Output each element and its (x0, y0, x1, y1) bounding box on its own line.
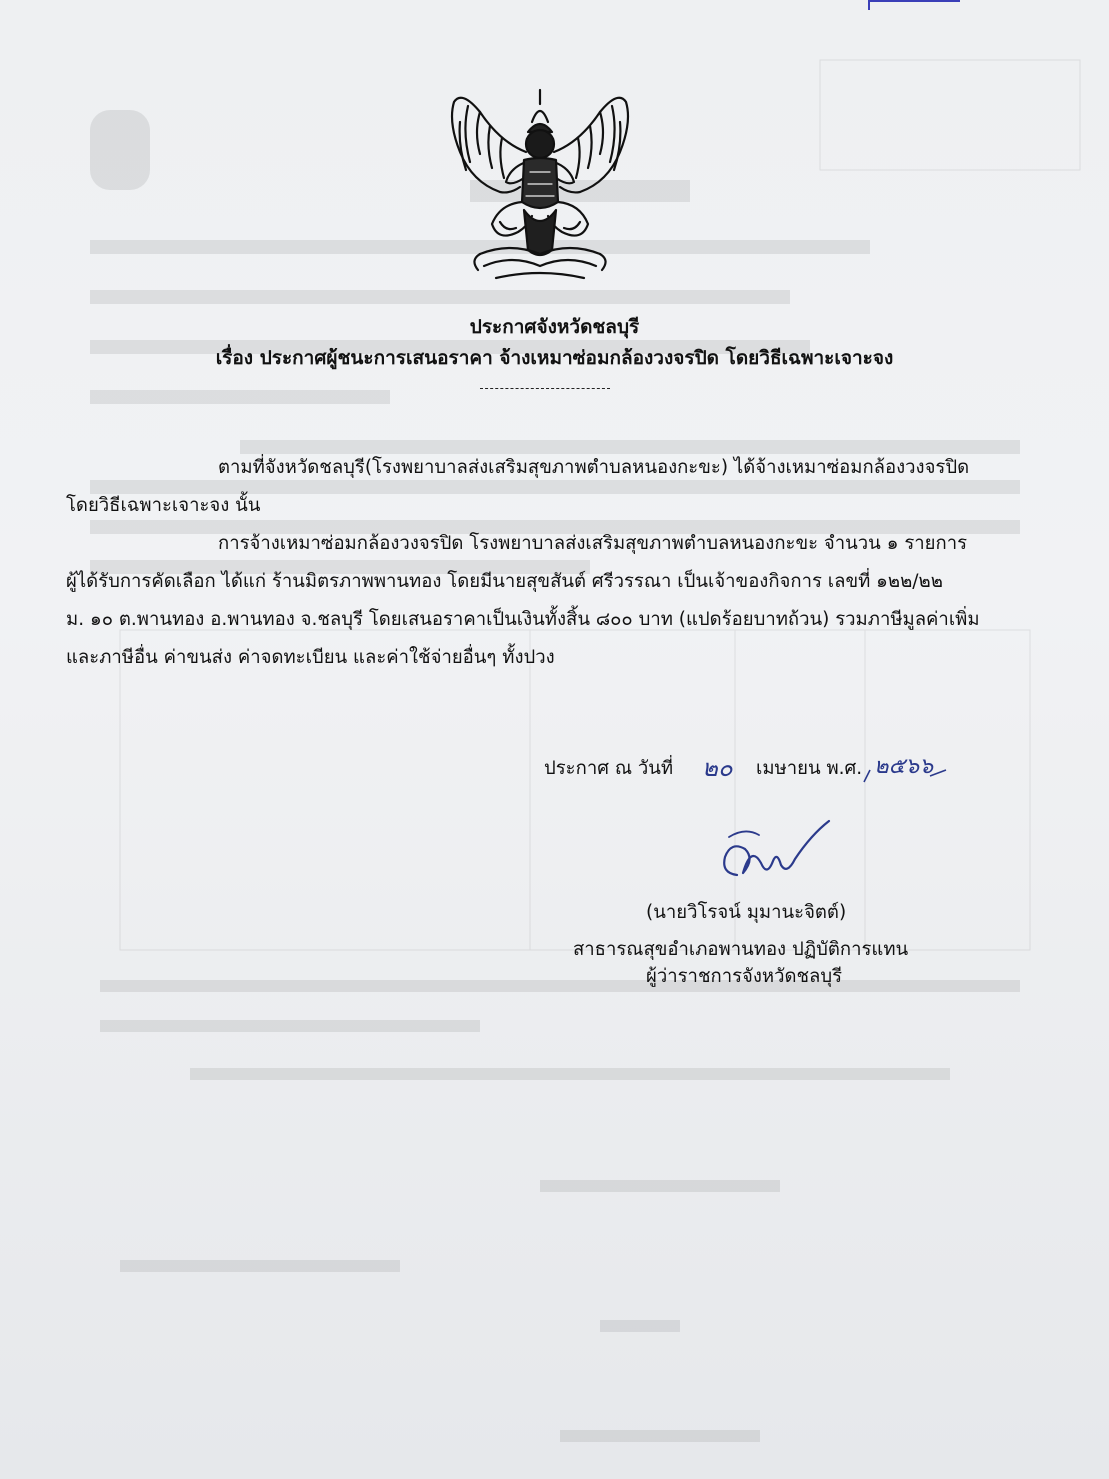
signer-position-2: ผู้ว่าราชการจังหวัดชลบุรี (646, 966, 843, 987)
signer-position: สาธารณสุขอำเภอพานทอง ปฏิบัติการแทน (573, 939, 909, 960)
date-month: เมษายน พ.ศ. (756, 758, 863, 779)
signer-name: (นายวิโรจน์ มุมานะจิตต์) (646, 902, 847, 923)
top-edge-mark (868, 0, 960, 10)
date-underline-stroke (860, 766, 950, 786)
paragraph-2-line-2: ผู้ได้รับการคัดเลือก ได้แก่ ร้านมิตรภาพพานทอง โดยมีนายสุขสันต์ ศรีวรรณา เป็นเจ้าของกิจการ เลขที่ ๑๒๒/๒๒ (66, 571, 943, 592)
paragraph-2-line-4: และภาษีอื่น ค่าขนส่ง ค่าจดทะเบียน และค่าใช้จ่ายอื่นๆ ทั้งปวง (66, 647, 555, 668)
title-divider (480, 388, 610, 389)
date-prefix: ประกาศ ณ วันที่ (544, 758, 674, 779)
date-year-handwritten: ๒๕๖๖ (874, 754, 934, 779)
paragraph-1-line-2: โดยวิธีเฉพาะเจาะจง นั้น (66, 495, 261, 516)
paragraph-2-line-3: ม. ๑๐ ต.พานทอง อ.พานทอง จ.ชลบุรี โดยเสนอราคาเป็นเงินทั้งสิ้น ๘๐๐ บาท (แปดร้อยบาทถ้วน) รวมภาษีมูลค่าเพิ่ม (66, 609, 980, 630)
document-title: ประกาศจังหวัดชลบุรี (469, 316, 640, 338)
garuda-emblem-icon (440, 82, 640, 292)
handwritten-signature (715, 815, 835, 895)
date-day-handwritten: ๒๐ (702, 754, 733, 782)
paragraph-2-line-1: การจ้างเหมาซ่อมกล้องวงจรปิด โรงพยาบาลส่งเสริมสุขภาพตำบลหนองกะขะ จำนวน ๑ รายการ (218, 533, 968, 554)
paragraph-1-line-1: ตามที่จังหวัดชลบุรี(โรงพยาบาลส่งเสริมสุขภาพตำบลหนองกะขะ) ได้จ้างเหมาซ่อมกล้องวงจรปิด (218, 457, 970, 478)
document-subject: เรื่อง ประกาศผู้ชนะการเสนอราคา จ้างเหมาซ่อมกล้องวงจรปิด โดยวิธีเฉพาะเจาะจง (215, 347, 894, 369)
